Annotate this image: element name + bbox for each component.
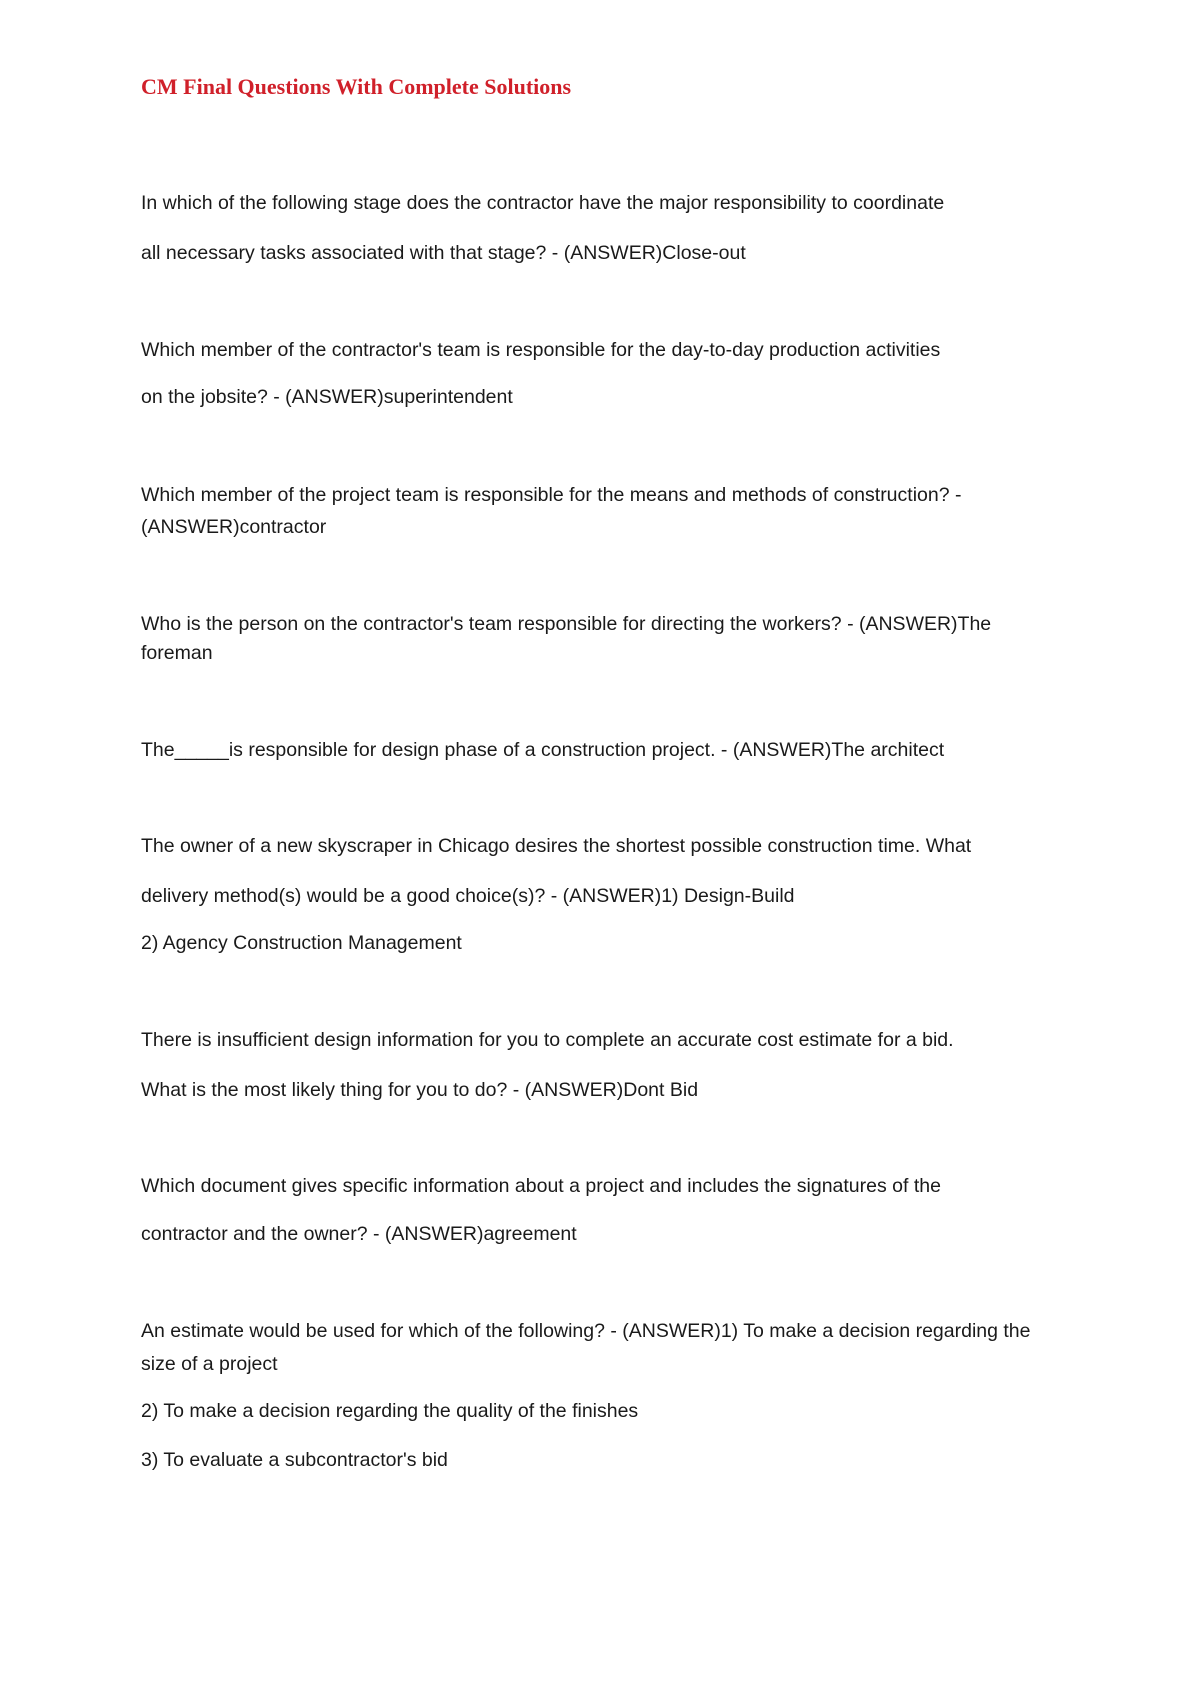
question-8-line-1: Which document gives specific information about a project and includes the signatures of the [141, 1175, 941, 1197]
question-8-line-2: contractor and the owner? - (ANSWER)agreement [141, 1223, 577, 1245]
question-9-line-1: An estimate would be used for which of the following? - (ANSWER)1) To make a decision regarding the [141, 1320, 1031, 1342]
question-2-line-1: Which member of the contractor's team is responsible for the day-to-day production activities [141, 339, 941, 361]
question-9-line-2: size of a project [141, 1353, 278, 1375]
question-9-line-3: 2) To make a decision regarding the quality of the finishes [141, 1400, 639, 1422]
question-5-line-1: The_____is responsible for design phase of a construction project. - (ANSWER)The architect [141, 739, 945, 761]
question-6-line-3: 2) Agency Construction Management [141, 932, 462, 954]
question-3-line-2: (ANSWER)contractor [141, 516, 327, 538]
question-4-line-1: Who is the person on the contractor's team responsible for directing the workers? - (ANSWER)The [141, 613, 992, 635]
question-3-line-1: Which member of the project team is responsible for the means and methods of construction? - [141, 484, 962, 506]
question-1-line-1: In which of the following stage does the contractor have the major responsibility to coordinate [141, 192, 945, 214]
question-6-line-1: The owner of a new skyscraper in Chicago desires the shortest possible construction time. What [141, 835, 972, 857]
question-7-line-2: What is the most likely thing for you to do? - (ANSWER)Dont Bid [141, 1079, 699, 1101]
question-7-line-1: There is insufficient design information for you to complete an accurate cost estimate for a bid. [141, 1029, 954, 1051]
question-4-line-2: foreman [141, 642, 213, 664]
question-6-line-2: delivery method(s) would be a good choice(s)? - (ANSWER)1) Design-Build [141, 885, 795, 907]
question-9-line-4: 3) To evaluate a subcontractor's bid [141, 1449, 448, 1471]
question-1-line-2: all necessary tasks associated with that stage? - (ANSWER)Close-out [141, 242, 746, 264]
question-2-line-2: on the jobsite? - (ANSWER)superintendent [141, 386, 513, 408]
document-title: CM Final Questions With Complete Solutions [141, 74, 572, 99]
